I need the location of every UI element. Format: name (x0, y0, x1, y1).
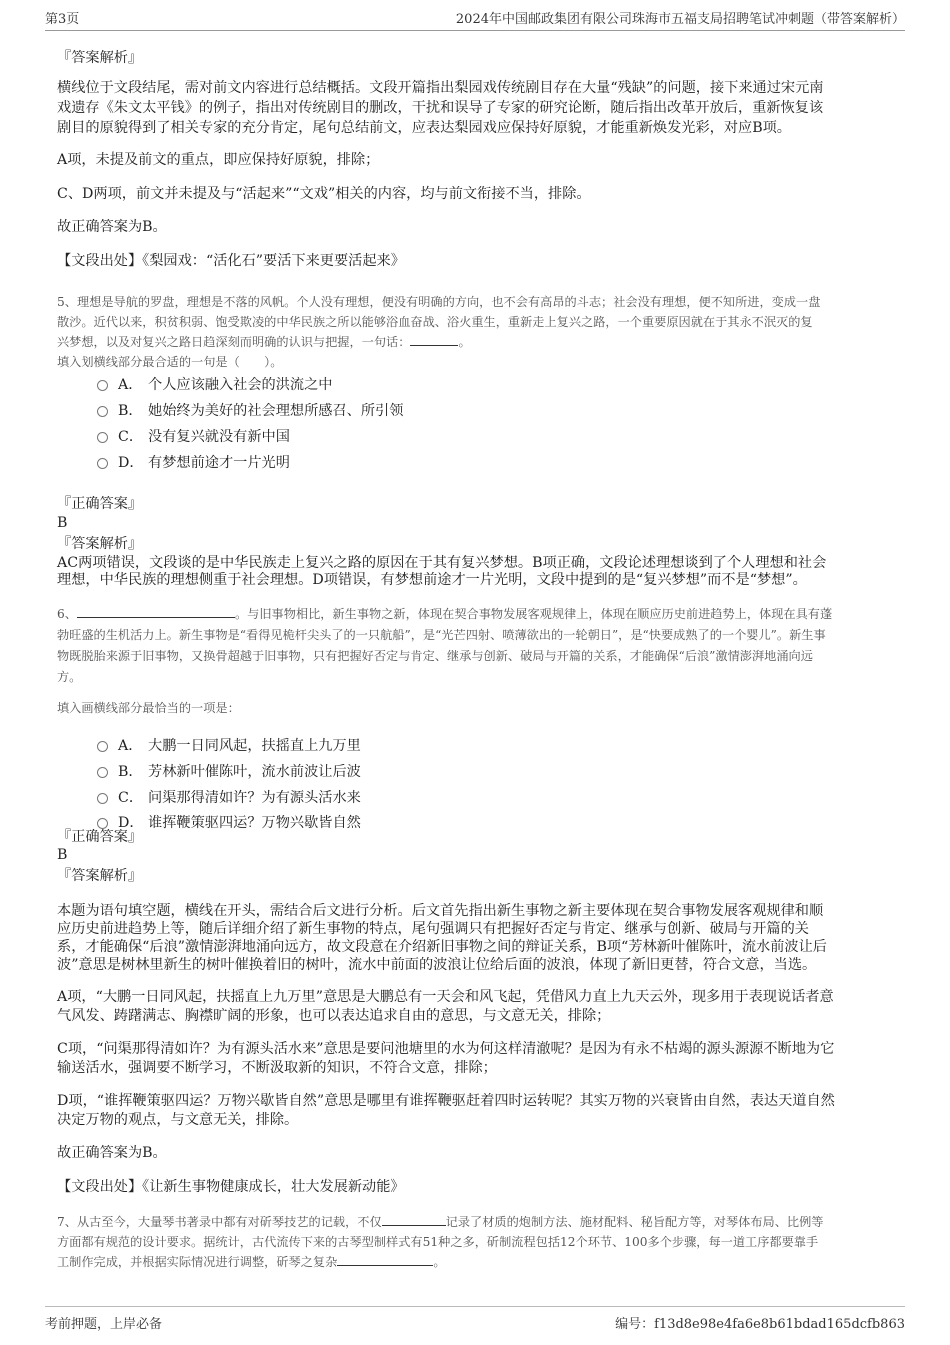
header-divider (45, 30, 905, 31)
q7-fill-blank-1[interactable] (382, 1213, 446, 1226)
radio-icon[interactable] (97, 741, 108, 752)
q6-option-b-letter: B． (118, 764, 143, 780)
footer-divider (45, 1306, 905, 1307)
q6-option-c-text: 问渠那得清如许？为有源头活水来 (148, 790, 361, 806)
q6-stem-line-3: 物既脱胎来源于旧事物，又换骨超越于旧事物，只有把握好否定与肯定、继承与创新、破局与开篇的关系，才能确保“后浪”激情澎湃地涌向远 (57, 649, 813, 663)
q5-stem-line-2: 散沙。近代以来，积贫积弱、饱受欺凌的中华民族之所以能够浴血奋战、浴火重生，重新走上复兴之路，一个重要原因就在于其永不泯灭的复 (57, 315, 813, 329)
q7-stem-line-1 (57, 1212, 897, 1232)
q6-option-c-note-line-2: 输送活水，强调要不断学习，不断汲取新的知识，不符合文意，排除； (57, 1060, 497, 1076)
q6-correct-answer: B (57, 847, 68, 863)
q6-stem-line-4: 方。 (57, 670, 82, 684)
q6-analysis-line-1: 本题为语句填空题，横线在开头，需结合后文进行分析。后文首先指出新生事物之新主要体现在契合事物发展客观规律和顺 (57, 903, 824, 919)
q5-stem-end: 。 (458, 335, 471, 349)
prev-answer: 故正确答案为B。 (57, 219, 167, 235)
q6-analysis-line-3: 系，才能确保“后浪”激情澎湃地涌向远方，故文段意在介绍新旧事物之间的辩证关系，B项“芳林新叶催陈叶，流水前波让后 (57, 939, 827, 955)
q7-stem-line-3a: 工制作完成，并根据实际情况进行调整，斫琴之复杂 (57, 1255, 338, 1269)
q5-stem-line-3 (57, 332, 897, 352)
q5-option-a-letter: A． (118, 377, 143, 393)
q5-stem-line-1: 5、理想是导航的罗盘，理想是不落的风帆。个人没有理想，便没有明确的方向，也不会有高昂的斗志；社会没有理想，便不知所进，变成一盘 (57, 295, 821, 309)
q5-option-c-letter: C． (118, 429, 144, 445)
radio-icon[interactable] (97, 767, 108, 778)
q7-stem-line-1a: 7、从古至今，大量琴书著录中都有对斫琴技艺的记载，不仅 (57, 1215, 382, 1229)
radio-icon[interactable] (97, 406, 108, 417)
q5-correct-title: 『正确答案』 (57, 496, 143, 512)
q6-option-c[interactable] (97, 787, 361, 807)
prev-analysis-line-2: 戏遗存《朱文太平钱》的例子，指出对传统剧目的删改，干扰和误导了专家的研究论断，随后指出改革开放后，重新恢复该 (57, 100, 824, 116)
q6-option-d-text: 谁挥鞭策驱四运？万物兴歇皆自然 (148, 815, 361, 831)
radio-icon[interactable] (97, 793, 108, 804)
q6-option-b-text: 芳林新叶催陈叶，流水前波让后波 (148, 764, 361, 780)
q5-option-d-text: 有梦想前途才一片光明 (148, 455, 290, 471)
prev-analysis-line-3: 剧目的原貌得到了相关专家的充分肯定，尾句总结前文，应表达梨园戏应保持好原貌，才能重新焕发光彩，对应B项。 (57, 120, 791, 136)
q5-option-d[interactable] (97, 452, 290, 472)
q5-option-b[interactable] (97, 400, 403, 420)
q6-option-d-letter: D． (118, 815, 144, 831)
q6-option-b[interactable] (97, 761, 361, 781)
q6-correct-title: 『正确答案』 (57, 829, 143, 845)
q6-prompt: 填入画横线部分最恰当的一项是： (57, 701, 240, 715)
q5-prompt: 填入划横线部分最合适的一句是（ ）。 (57, 355, 283, 369)
q5-correct-answer: B (57, 515, 68, 531)
q5-option-a[interactable] (97, 374, 332, 394)
q5-analysis-line-2: 理想，中华民族的理想侧重于社会理想。D项错误，有梦想前途才一片光明，文段中提到的是“复兴梦想”而不是“梦想”。 (57, 572, 807, 588)
prev-option-a-note: A项，未提及前文的重点，即应保持好原貌，排除； (57, 152, 380, 168)
q5-fill-blank[interactable] (410, 333, 458, 346)
prev-option-cd-note: C、D两项，前文并未提及与“活起来”“文戏”相关的内容，均与前文衔接不当，排除。 (57, 186, 591, 202)
q6-analysis-title: 『答案解析』 (57, 868, 143, 884)
q6-stem-line-2: 勃旺盛的生机活力上。新生事物是“看得见桅杆尖头了的一只航船”，是“光芒四射、喷薄欲出的一轮朝日”，是“快要成熟了的一个婴儿”。新生事 (57, 628, 826, 642)
page-number: 第3页 (45, 12, 80, 27)
prev-source: 【文段出处】《梨园戏：“活化石”要活下来更要活起来》 (57, 253, 405, 269)
q5-analysis-line-1: AC两项错误，文段谈的是中华民族走上复兴之路的原因在于其有复兴梦想。B项正确，文段论述理想谈到了个人理想和社会 (57, 555, 827, 571)
q6-option-c-letter: C． (118, 790, 144, 806)
prev-analysis-title: 『答案解析』 (57, 50, 143, 66)
q6-option-a-text: 大鹏一日同风起，扶摇直上九万里 (148, 738, 361, 754)
q6-stem-line-1 (57, 604, 897, 624)
q6-analysis-line-4: 波”意思是树林里新生的树叶催换着旧的树叶，流水中前面的波浪让位给后面的波浪，体现了新旧更替，符合文意，当选。 (57, 957, 817, 973)
q6-option-a[interactable] (97, 735, 361, 755)
q5-stem-line-3-text: 兴梦想，以及对复兴之路日趋深刻而明确的认识与把握，一句话： (57, 335, 411, 349)
footer-document-id: 编号：f13d8e98e4fa6e8b61bdad165dcfb863 (615, 1317, 905, 1332)
q6-answer: 故正确答案为B。 (57, 1145, 167, 1161)
footer-slogan: 考前押题，上岸必备 (45, 1317, 163, 1332)
radio-icon[interactable] (97, 380, 108, 391)
q7-stem-line-1b: 记录了材质的炮制方法、施材配料、秘旨配方等，对琴体布局、比例等 (445, 1215, 824, 1229)
q5-option-c-text: 没有复兴就没有新中国 (148, 429, 290, 445)
q5-option-d-letter: D． (118, 455, 144, 471)
q7-stem-line-3b: 。 (433, 1255, 446, 1269)
q6-option-a-note-line-2: 气风发、踌躇满志、胸襟旷阔的形象，也可以表达追求自由的意思，与文意无关，排除； (57, 1008, 611, 1024)
q6-option-a-letter: A． (118, 738, 143, 754)
q6-number: 6、 (57, 607, 77, 621)
document-title: 2024年中国邮政集团有限公司珠海市五福支局招聘笔试冲刺题（带答案解析） (455, 12, 905, 27)
q7-fill-blank-2[interactable] (337, 1253, 433, 1266)
q6-analysis-line-2: 应历史前进趋势上等，随后详细介绍了新生事物的特点，尾句强调只有把握好否定与肯定、继承与创新、破局与开篇的关 (57, 921, 809, 937)
q5-option-a-text: 个人应该融入社会的洪流之中 (148, 377, 333, 393)
radio-icon[interactable] (97, 432, 108, 443)
q6-option-d-note-line-2: 决定万物的观点，与文意无关，排除。 (57, 1112, 299, 1128)
q6-fill-blank[interactable] (77, 605, 235, 618)
q5-option-b-text: 她始终为美好的社会理想所感召、所引领 (148, 403, 404, 419)
q6-option-d-note-line-1: D项，“谁挥鞭策驱四运？万物兴歇皆自然”意思是哪里有谁挥鞭驱赶着四时运转呢？其实万物的兴衰皆由自然，表达天道自然 (57, 1093, 835, 1109)
q6-option-a-note-line-1: A项，“大鹏一日同风起，扶摇直上九万里”意思是大鹏总有一天会和风飞起，凭借风力直上九天云外，现多用于表现说话者意 (57, 989, 834, 1005)
radio-icon[interactable] (97, 458, 108, 469)
q6-stem-line-1-text: 。与旧事物相比，新生事物之新，体现在契合事物发展客观规律上，体现在顺应历史前进趋势上，体现在具有蓬 (234, 607, 833, 621)
q5-option-c[interactable] (97, 426, 290, 446)
q6-option-c-note-line-1: C项，“问渠那得清如许？为有源头活水来”意思是要问池塘里的水为何这样清澈呢？是因为有永不枯竭的源头源源不断地为它 (57, 1041, 835, 1057)
prev-analysis-line-1: 横线位于文段结尾，需对前文内容进行总结概括。文段开篇指出梨园戏传统剧目存在大量“残缺”的问题，接下来通过宋元南 (57, 80, 824, 96)
q7-stem-line-3 (57, 1252, 897, 1272)
q6-source: 【文段出处】《让新生事物健康成长，壮大发展新动能》 (57, 1179, 405, 1195)
q7-stem-line-2: 方面都有规范的设计要求。据统计，古代流传下来的古琴型制样式有51种之多，斫制流程包括12个环节、100多个步骤，每一道工序都要靠手 (57, 1235, 819, 1249)
q5-option-b-letter: B． (118, 403, 143, 419)
q5-analysis-title: 『答案解析』 (57, 536, 143, 552)
